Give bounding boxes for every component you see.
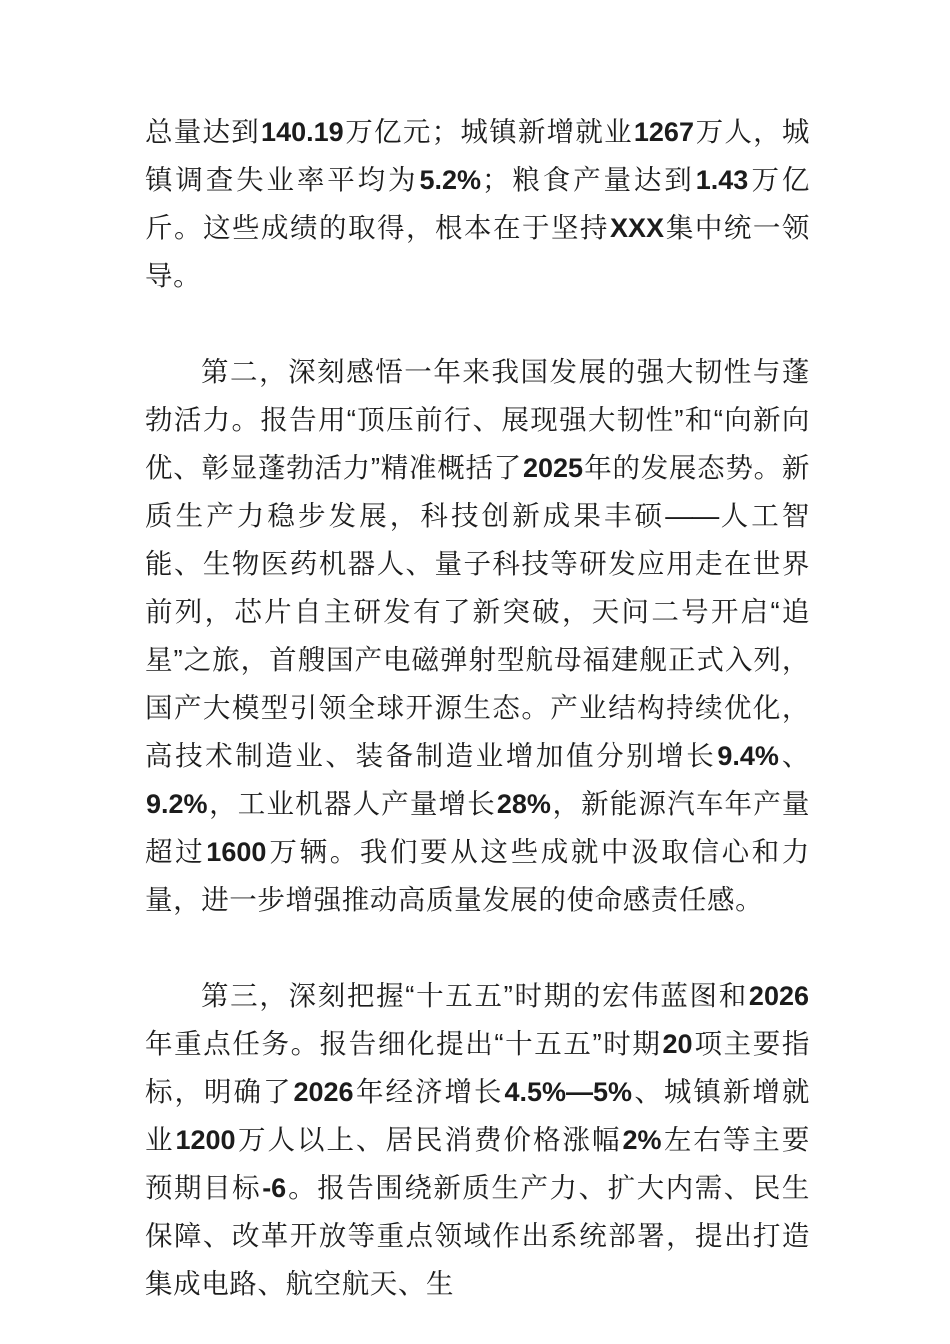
inline-figure: 1200 xyxy=(175,1125,236,1155)
inline-figure: 2026 xyxy=(748,981,809,1011)
inline-figure: 4.5%—5% xyxy=(504,1077,633,1107)
inline-figure: 140.19 xyxy=(261,117,344,147)
inline-figure: -6 xyxy=(262,1173,287,1203)
inline-figure: 9.2% xyxy=(146,789,208,819)
inline-figure: 2% xyxy=(622,1125,662,1155)
document-body xyxy=(145,108,810,1308)
inline-figure: 1267 xyxy=(633,117,694,147)
inline-figure: 2026 xyxy=(293,1077,354,1107)
inline-figure: XXX xyxy=(609,213,664,243)
inline-figure: 20 xyxy=(662,1029,693,1059)
inline-figure: 2025 xyxy=(523,453,584,483)
inline-figure: 28% xyxy=(496,789,551,819)
paragraph-third-point: 第三，深刻把握“十五五”时期的宏伟蓝图和2026年重点任务。报告细化提出“十五五”时期20项主要指标，明确了2026年经济增长4.5%—5%、城镇新增就业1200万人以上、居民消费价格涨幅2%左右等主要预期目标-6。报告围绕新质生产力、扩大内需、民生保障、改革开放等重点领域作出系统部署，提出打造集成电路、航空航天、生 xyxy=(145,980,811,1299)
inline-figure: 1600 xyxy=(206,837,267,867)
paragraph-continuation: 总量达到140.19万亿元；城镇新增就业1267万人，城镇调查失业率平均为5.2%；粮食产量达到1.43万亿斤。这些成绩的取得，根本在于坚持XXX集中统一领导。 xyxy=(145,116,811,291)
inline-figure: 1.43 xyxy=(695,165,749,195)
inline-figure: 9.4% xyxy=(717,741,779,771)
paragraph-second-point: 第二，深刻感悟一年来我国发展的强大韧性与蓬勃活力。报告用“顶压前行、展现强大韧性”和“向新向优、彰显蓬勃活力”精准概括了2025年的发展态势。新质生产力稳步发展，科技创新成果丰硕——人工智能、生物医药机器人、量子科技等研发应用走在世界前列，芯片自主研发有了新突破，天问二号开启“追星”之旅，首艘国产电磁弹射型航母福建舰正式入列，国产大模型引领全球开源生态。产业结构持续优化，高技术制造业、装备制造业增加值分别增长9.4%、9.2%，工业机器人产量增长28%，新能源汽车年产量超过1600万辆。我们要从这些成就中汲取信心和力量，进一步增强推动高质量发展的使命感责任感。 xyxy=(145,356,810,915)
em-dash: —— xyxy=(665,500,719,531)
inline-figure: 5.2% xyxy=(419,165,481,195)
